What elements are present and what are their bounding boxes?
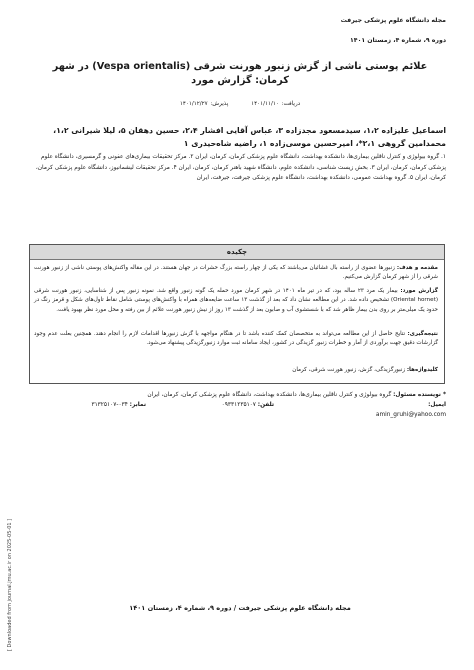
fax — [91, 401, 146, 411]
journal-issue: دوره ۹، شماره ۴، زمستان ۱۴۰۱ — [350, 37, 446, 44]
abstract-keywords — [34, 366, 438, 375]
abstract-intro — [34, 264, 438, 283]
phone-value: ۰۹۳۳۱۲۳۵۱۰۷ — [221, 401, 256, 408]
phone — [222, 401, 274, 411]
abstract-box — [29, 244, 445, 384]
received-date: دریافت: ۱۴۰۱/۱۱/۱۰ — [251, 101, 301, 107]
affiliations: ۱. گروه بیولوژی و کنترل ناقلین بیماری‌ها، دانشکده بهداشت، دانشگاه علوم پزشکی کرمان، کرمان، ایران ۲. مرکز تحقیقات بیماری‌های عفونی و گرمسیری، دانشگاه علوم پزشکی کرمان، کرمان، ایران ۳. بخش زیست شناسی، دانشکده علوم، دانشگاه شهید باهنر کرمان، کرمان، ایران ۴. مرکز تحقیقات لیشمانیوز، دانشگاه علوم پزشکی کرمان، کرمان، ایران ۵. گروه بهداشت عمومی، دانشکده بهداشت، دانشگاه علوم پزشکی جیرفت، جیرفت، ایران — [35, 154, 446, 182]
email — [428, 401, 446, 411]
case-label: گزارش مورد: — [400, 288, 439, 294]
author-list: اسماعیل علیزاده ۱،۲، سیدمسعود مجدزاده ۳، عباس آقایی افشار ۲،۴، حسین دهقان ۵، لیلا شیرانی ۱،۲، محمدامین گروهی ۲،۱*، امیرحسین موسی‌زاده ۱، راضیه شاه‌حیدری ۱ — [53, 126, 446, 148]
correspondence — [26, 391, 446, 418]
email-value[interactable]: amin_gruhi@yahoo.com — [375, 411, 446, 418]
abstract-case — [34, 287, 438, 315]
fax-label: نمابر: — [129, 401, 146, 408]
keywords-label: کلیدواژه‌ها: — [406, 367, 438, 373]
abstract-heading: چکیده — [30, 245, 444, 260]
conclusion-text: نتایج حاصل از این مطالعه می‌تواند به متخصصان کمک کننده باشد تا در هنگام مواجهه با گزش زنبورها اقدامات لازم را انجام دهند. همچنین بعلت عدم وجود گزارشات دقیق جهت برآوردی از آمار و خطرات زنبور گزیدگی در کشور، ایجاد سامانه ثبت موارد زنبورگزیدگی پیشنهاد می‌شود. — [34, 331, 438, 347]
abstract-conclusion — [34, 330, 438, 349]
download-watermark: [ Downloaded from journal.jmu.ac.ir on 2025-05-01 ] — [7, 518, 13, 651]
intro-label: مقدمه و هدف: — [396, 265, 438, 271]
journal-name: مجله دانشگاه علوم پزشکی جیرفت — [340, 17, 446, 24]
phone-label: تلفن: — [257, 401, 274, 408]
journal-header — [341, 17, 446, 44]
keywords-text: زنبورگزیدگی، گزش، زنبور هورنت شرقی، کرمان — [292, 367, 406, 373]
conclusion-label: نتیجه‌گیری: — [407, 331, 438, 337]
article-dates — [40, 101, 440, 107]
contact-row — [26, 401, 446, 418]
article-title: علائم پوستی ناشی از گزش زنبور هورنت شرقی (Vespa orientalis) در شهر کرمان: گزارش مورد — [52, 61, 428, 86]
fax-value: ۰۳۴-۳۱۳۲۵۱۰۷ — [91, 401, 128, 408]
intro-text: زنبورها عضوی از راسته بال غشائیان می‌باشند که یکی از چهار راسته بزرگ حشرات در جهان هستند. در این مقاله واکنش‌های پوستی ناشی از زنبور هورنت شرقی را از شهر کرمان گزارش می‌کنیم. — [34, 265, 438, 281]
accepted-date: پذیرش: ۱۴۰۱/۱۲/۲۷ — [179, 101, 229, 107]
corresponding-author — [26, 391, 446, 401]
corr-label: * نویسنده مسئول: — [393, 392, 446, 398]
case-text: بیمار یک مرد ۲۳ ساله بود، که در تیر ماه ۱۴۰۱ در شهر کرمان مورد حمله یک گونه زنبور واقع شد. نمونه زنبور پس از شناسایی، زنبور هورنت شرقی (Oriental hornet) تشخیص داده شد. در این مطالعه نشان داد که بعد از گذشت ۱۳ ساعت ضایعه‌های همراه با واکنش‌های پوستی شامل نقاط تاول‌های شکل و قرمز رنگ در حدود یک میلی‌متر بر روی بدن بیمار ظاهر شد که با شستشوی آب و صابون بعد از گذشت ۱۳ روز از نیش زنبور هورنت علائم از بین رفته و محل مورد نظر بهبود یافت. — [34, 288, 438, 313]
corr-text: گروه بیولوژی و کنترل ناقلین بیماری‌ها، دانشکده بهداشت، دانشگاه علوم پزشکی کرمان، کرمان، ایران — [147, 392, 392, 398]
email-label: ایمیل: — [428, 401, 446, 408]
page-footer: مجله دانشگاه علوم پزشکی جیرفت / دوره ۹، شماره ۴، زمستان ۱۴۰۱ — [129, 604, 351, 612]
